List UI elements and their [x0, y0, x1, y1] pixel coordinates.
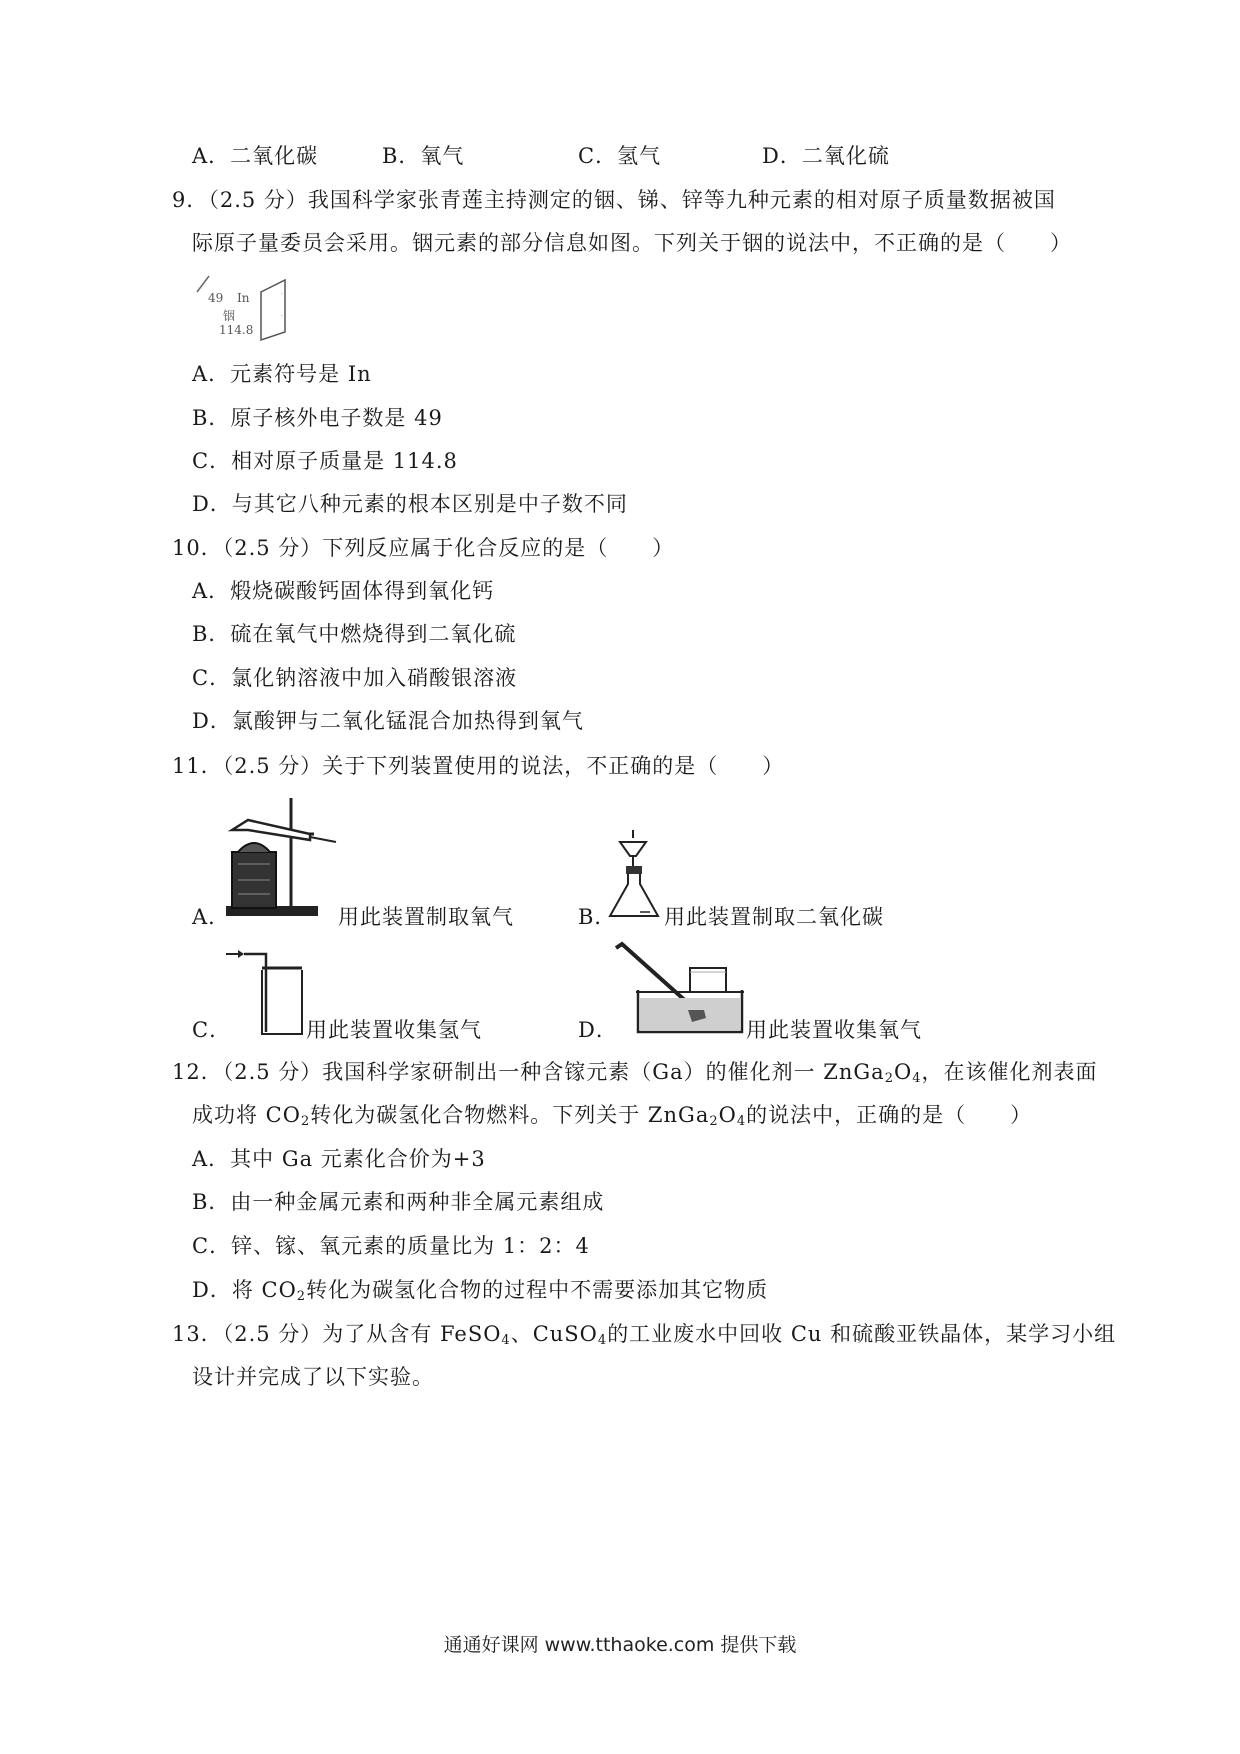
q8-option-a: A．二氧化碳 [192, 144, 319, 168]
q9-option-a: A．元素符号是 In [192, 362, 372, 386]
q13-stem-line1: 13．（2.5 分）为了从含有 FeSO$_4$、CuSO$_4$的工业废水中回收 Cu 和硫酸亚铁晶体，某学习小组 [172, 1322, 1117, 1348]
q9-stem-line1: 9．（2.5 分）我国科学家张青莲主持测定的铟、锑、锌等九种元素的相对原子质量数据被国 [172, 188, 1056, 212]
q10-option-a: A．煅烧碳酸钙固体得到氧化钙 [192, 579, 495, 603]
q12-option-c: C．锌、镓、氧元素的质量比为 1：2：4 [192, 1234, 590, 1258]
q11-option-a-text: 用此装置制取氧气 [338, 905, 514, 929]
q8-option-d: D．二氧化硫 [762, 144, 890, 168]
element-name: 铟 [223, 309, 236, 323]
q11-option-a-letter: A． [192, 905, 231, 929]
q10-option-d: D．氯酸钾与二氧化锰混合加热得到氧气 [192, 709, 584, 733]
figure-heating-apparatus [218, 794, 358, 922]
q10-stem: 10．（2.5 分）下列反应属于化合反应的是（ ） [172, 536, 675, 560]
figure-water-trough [608, 942, 748, 1038]
q11-option-b-text: 用此装置制取二氧化碳 [664, 905, 884, 929]
q10-option-c: C．氯化钠溶液中加入硝酸银溶液 [192, 666, 518, 690]
q9-option-c: C．相对原子质量是 114.8 [192, 449, 458, 473]
q12-stem-line1: 12．（2.5 分）我国科学家研制出一种含镓元素（Ga）的催化剂一 $ZnGa_2O_4$，在该催化剂表面 [172, 1060, 1098, 1086]
q12-option-b: B．由一种金属元素和两种非全属元素组成 [192, 1190, 605, 1214]
q12-option-d: D．将 $CO_2$转化为碳氢化合物的过程中不需要添加其它物质 [192, 1278, 769, 1304]
q11-option-d-text: 用此装置收集氧气 [746, 1018, 922, 1042]
q11-option-d-letter: D． [578, 1018, 618, 1042]
relative-atomic-mass: 114.8 [219, 323, 254, 337]
q11-stem: 11．（2.5 分）关于下列装置使用的说法，不正确的是（ ） [172, 754, 785, 778]
q9-option-b: B．原子核外电子数是 49 [192, 406, 443, 430]
q8-option-b: B．氧气 [382, 144, 465, 168]
q9-option-d: D．与其它八种元素的根本区别是中子数不同 [192, 492, 628, 516]
q10-option-b: B．硫在氧气中燃烧得到二氧化硫 [192, 622, 517, 646]
atomic-number: 49 [208, 291, 224, 305]
q9-stem-line2: 际原子量委员会采用。铟元素的部分信息如图。下列关于铟的说法中，不正确的是（ ） [192, 231, 1072, 255]
svg-text:·: · [281, 313, 283, 320]
element-symbol: In [237, 291, 250, 305]
q11-option-b-letter: B． [578, 905, 617, 929]
q8-option-c: C．氢气 [578, 144, 662, 168]
q11-option-c-text: 用此装置收集氢气 [306, 1018, 482, 1042]
indium-element-card [195, 270, 295, 342]
page-footer: 通通好课网 www.tthaoke.com 提供下载 [443, 1634, 797, 1656]
q12-stem-line2: 成功将 $CO_2$转化为碳氢化合物燃料。下列关于 $ZnGa_2O_4$的说法中，正确的是（ ） [192, 1103, 1033, 1129]
q13-stem-line2: 设计并完成了以下实验。 [192, 1365, 434, 1389]
figure-gas-bottle [222, 942, 312, 1038]
q12-option-a: A．其中 Ga 元素化合价为+3 [192, 1147, 486, 1171]
q11-option-c-letter: C． [192, 1018, 232, 1042]
svg-text:·: · [281, 291, 283, 298]
